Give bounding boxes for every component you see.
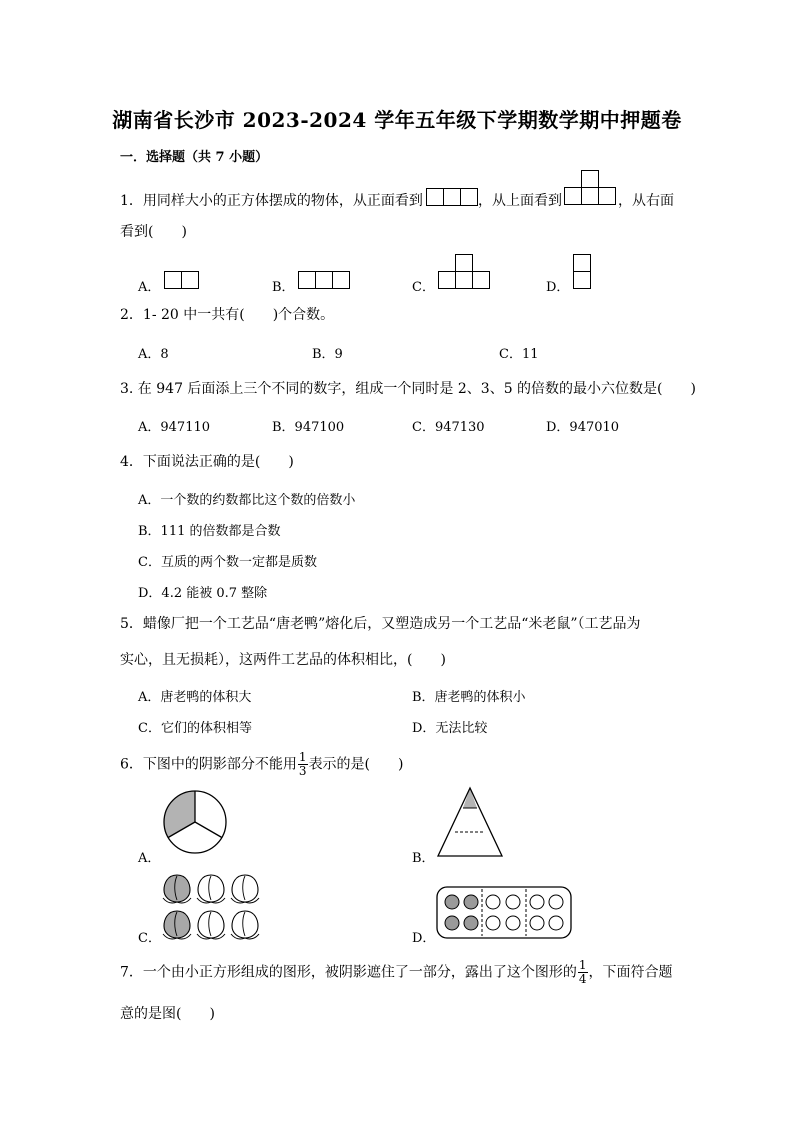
q5-option-c[interactable]: C．它们的体积相等 (138, 721, 252, 736)
q1-option-c-figure[interactable] (438, 254, 490, 290)
q4-option-b[interactable]: B．111 的倍数都是合数 (138, 524, 281, 539)
q5-stem-line-2: 实心，且无损耗），这两件工艺品的体积相比，( ) (120, 652, 446, 668)
q7-stem-pre: 7．一个由小正方形组成的图形，被阴影遮住了一部分，露出了这个图形的 (120, 964, 577, 981)
q6-option-a-label[interactable]: A． (138, 851, 161, 866)
section-heading: 一．选择题（共 7 小题） (120, 150, 269, 165)
q2-option-c[interactable]: C．11 (499, 347, 539, 362)
peach-icon (197, 875, 225, 903)
q6-fraction: $\frac{1}{3}$ (298, 750, 307, 778)
q6-option-d-circles-figure[interactable] (436, 886, 572, 940)
q3-option-c[interactable]: C．947130 (412, 420, 485, 435)
q6-option-d-label[interactable]: D． (412, 931, 436, 946)
page-title: 湖南省长沙市 2023-2024 学年五年级下学期数学期中押题卷 (112, 108, 682, 132)
q5-stem-line-1: 5．蜡像厂把一个工艺品“唐老鸭”熔化后，又塑造成另一个工艺品“米老鼠”（工艺品为 (120, 616, 641, 632)
q1-option-b-figure[interactable] (298, 271, 350, 289)
q6-option-b-label[interactable]: B． (412, 851, 435, 866)
q5-option-b[interactable]: B．唐老鸭的体积小 (412, 690, 526, 705)
q1-text-3: ，从右面 (618, 193, 674, 209)
q4-option-a[interactable]: A．一个数的约数都比这个数的倍数小 (138, 493, 356, 508)
q6-stem-post: 表示的是( ) (308, 756, 404, 773)
q1-option-d-label[interactable]: D． (546, 280, 570, 295)
peach-icon (231, 911, 259, 939)
q7-stem-line-2: 意的是图( ) (120, 1006, 215, 1022)
q4-option-c[interactable]: C．互质的两个数一定都是质数 (138, 555, 317, 570)
q1-text-4: 看到( ) (120, 224, 187, 240)
q2-option-b[interactable]: B．9 (312, 347, 343, 362)
q7-stem-post: ，下面符合题 (588, 964, 673, 981)
q6-option-c-peaches-figure[interactable] (160, 870, 262, 942)
q1-option-a-figure[interactable] (164, 271, 200, 289)
q1-option-d-figure[interactable] (573, 254, 591, 290)
q6-option-b-triangle-figure[interactable] (436, 786, 504, 860)
q1-option-a-label[interactable]: A． (138, 280, 161, 295)
q2-stem: 2．1- 20 中一共有( )个合数。 (120, 307, 335, 323)
peach-icon (163, 911, 191, 939)
q6-option-a-pie-figure[interactable] (162, 786, 228, 858)
q3-stem: 3. 在 947 后面添上三个不同的数字，组成一个同时是 2、3、5 的倍数的最小六位数是( ) (120, 381, 696, 397)
q1-text-2: ，从上面看到 (478, 193, 562, 209)
q1-front-view-figure (426, 188, 478, 206)
q7-fraction: $\frac{1}{4}$ (578, 958, 587, 986)
q5-option-a[interactable]: A．唐老鸭的体积大 (138, 690, 252, 705)
q5-option-d[interactable]: D．无法比较 (412, 721, 488, 736)
q1-top-view-figure (564, 170, 616, 206)
q7-stem-line-1 (120, 959, 673, 986)
q3-option-d[interactable]: D．947010 (546, 420, 620, 435)
q6-stem (120, 751, 404, 778)
peach-icon (231, 875, 259, 903)
q3-option-b[interactable]: B．947100 (272, 420, 345, 435)
q1-text-1: 1．用同样大小的正方体摆成的物体，从正面看到 (120, 193, 423, 209)
q2-option-a[interactable]: A．8 (138, 347, 169, 362)
peach-icon (163, 875, 191, 903)
q3-option-a[interactable]: A．947110 (138, 420, 211, 435)
q6-stem-pre: 6．下图中的阴影部分不能用 (120, 756, 297, 773)
q4-stem: 4．下面说法正确的是( ) (120, 454, 294, 470)
peach-icon (197, 911, 225, 939)
q4-option-d[interactable]: D．4.2 能被 0.7 整除 (138, 586, 268, 601)
q1-option-c-label[interactable]: C． (412, 280, 435, 295)
q6-option-c-label[interactable]: C． (138, 931, 161, 946)
q1-option-b-label[interactable]: B． (272, 280, 295, 295)
